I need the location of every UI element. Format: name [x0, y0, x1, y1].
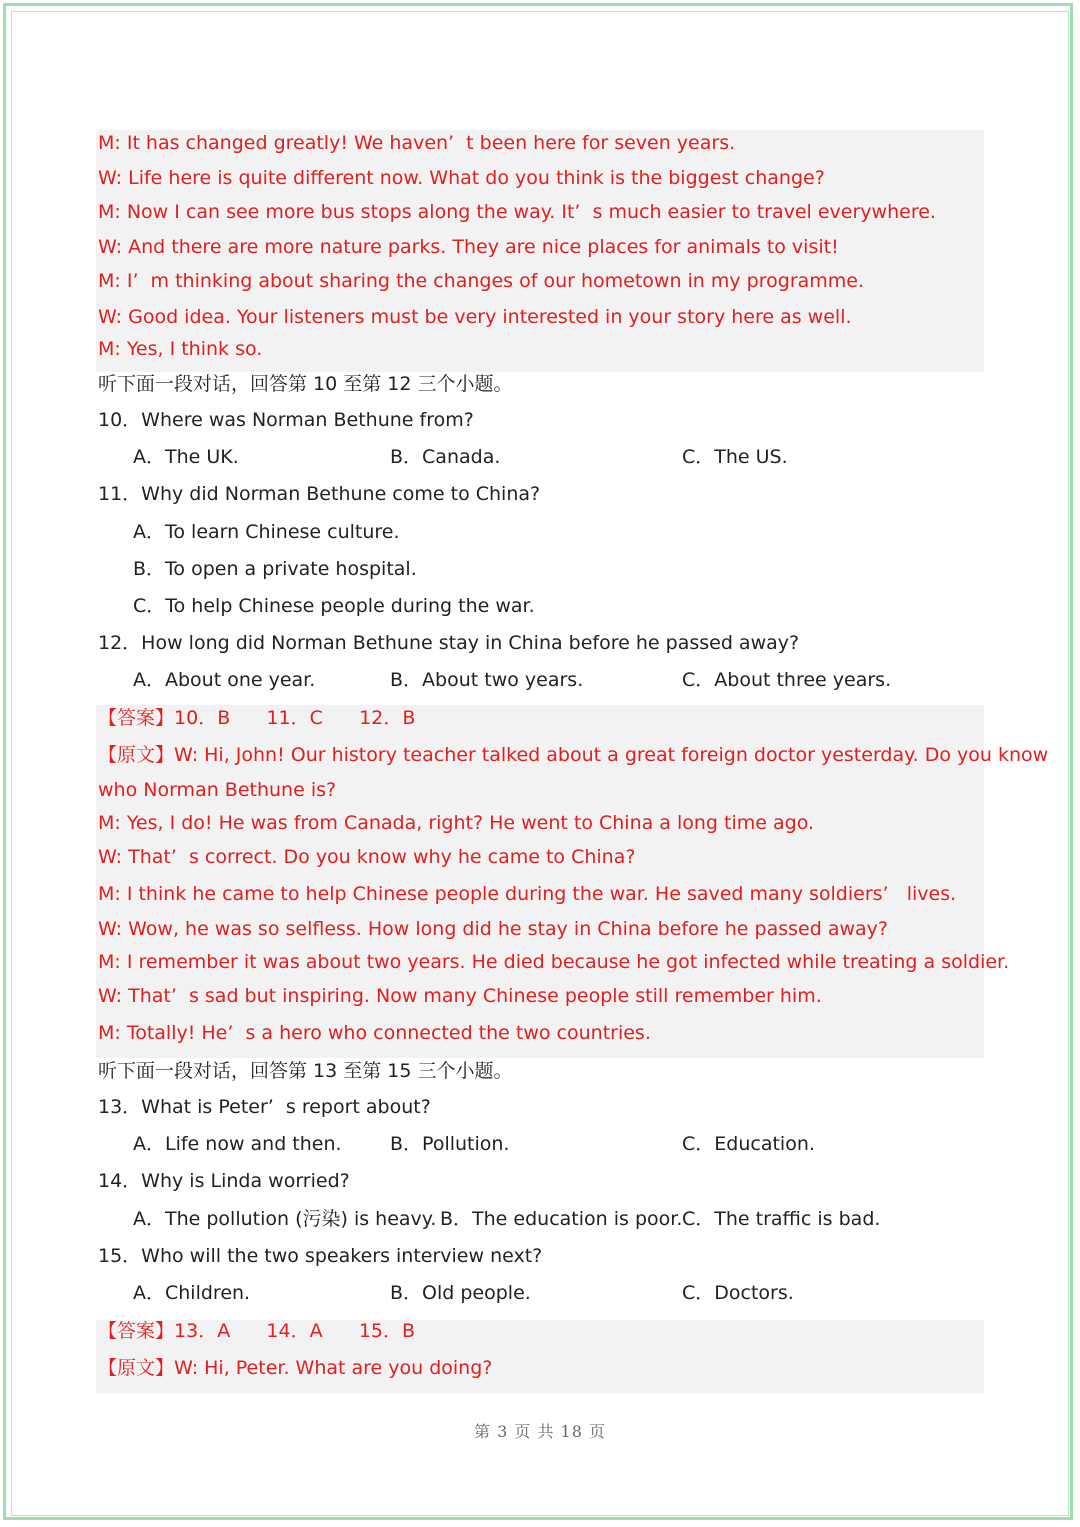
script-label: 【原文】 — [98, 1357, 175, 1379]
q14-option-a: A．The pollution (污染) is heavy. — [133, 1208, 437, 1230]
script-line: M: Totally! He’ s a hero who connected the two countries. — [98, 1022, 651, 1044]
question-13: 13．What is Peter’ s report about? — [98, 1096, 431, 1118]
script-first-line — [98, 1355, 492, 1381]
dialog-line: M: It has changed greatly! We haven’ t been here for seven years. — [98, 132, 736, 154]
script-line: M: I remember it was about two years. He died because he got infected while treating a soldier. — [98, 951, 1010, 973]
q12-option-c: C．About three years. — [682, 669, 892, 691]
q14-option-b: B．The education is poor. — [440, 1208, 683, 1230]
q13-option-c: C．Education. — [682, 1133, 815, 1155]
q13-option-b: B．Pollution. — [390, 1133, 510, 1155]
q11-option-c: C．To help Chinese people during the war. — [133, 595, 535, 617]
answer-block-1 — [98, 705, 415, 731]
q10-option-c: C．The US. — [682, 446, 788, 468]
q12-option-b: B．About two years. — [390, 669, 584, 691]
answer-block-2 — [98, 1318, 415, 1344]
question-15: 15．Who will the two speakers interview next? — [98, 1245, 543, 1267]
q15-option-c: C．Doctors. — [682, 1282, 794, 1304]
question-10: 10．Where was Norman Bethune from? — [98, 409, 474, 431]
q12-option-a: A．About one year. — [133, 669, 316, 691]
script-line: W: Wow, he was so selfless. How long did he stay in China before he passed away? — [98, 918, 888, 940]
dialog-line: M: Now I can see more bus stops along the way. It’ s much easier to travel everywhere. — [98, 201, 936, 223]
q15-option-b: B．Old people. — [390, 1282, 531, 1304]
q10-option-a: A．The UK. — [133, 446, 239, 468]
q10-option-b: B．Canada. — [390, 446, 501, 468]
section-intro: 听下面一段对话，回答第 13 至第 15 三个小题。 — [98, 1060, 513, 1082]
q13-option-a: A．Life now and then. — [133, 1133, 342, 1155]
script-line: M: I think he came to help Chinese people during the war. He saved many soldiers’ lives. — [98, 883, 957, 905]
script-line: W: That’ s correct. Do you know why he came to China? — [98, 846, 636, 868]
answer-text: 13．A 14．A 15．B — [174, 1320, 416, 1342]
dialog-line: W: And there are more nature parks. They are nice places for animals to visit! — [98, 236, 839, 258]
script-label: 【原文】 — [98, 744, 175, 766]
q15-option-a: A．Children. — [133, 1282, 251, 1304]
question-14: 14．Why is Linda worried? — [98, 1170, 350, 1192]
dialog-line: M: I’ m thinking about sharing the changes of our hometown in my programme. — [98, 270, 865, 292]
q11-option-a: A．To learn Chinese culture. — [133, 521, 400, 543]
script-text: W: Hi, Peter. What are you doing? — [174, 1357, 493, 1379]
script-text: W: Hi, John! Our history teacher talked about a great foreign doctor yesterday. Do you know — [174, 744, 1049, 766]
answer-label: 【答案】 — [98, 1320, 175, 1342]
script-line: who Norman Bethune is? — [98, 779, 337, 801]
dialog-line: W: Life here is quite different now. What do you think is the biggest change? — [98, 167, 825, 189]
answer-text: 10．B 11．C 12．B — [174, 707, 416, 729]
script-line: M: Yes, I do! He was from Canada, right? He went to China a long time ago. — [98, 812, 815, 834]
q11-option-b: B．To open a private hospital. — [133, 558, 417, 580]
answer-label: 【答案】 — [98, 707, 175, 729]
page-footer: 第 3 页 共 18 页 — [474, 1422, 606, 1441]
dialog-line: W: Good idea. Your listeners must be very interested in your story here as well. — [98, 306, 852, 328]
dialog-line: M: Yes, I think so. — [98, 338, 263, 360]
section-intro: 听下面一段对话，回答第 10 至第 12 三个小题。 — [98, 373, 513, 395]
script-line: W: That’ s sad but inspiring. Now many Chinese people still remember him. — [98, 985, 822, 1007]
question-11: 11．Why did Norman Bethune come to China? — [98, 483, 541, 505]
script-first-line — [98, 742, 1048, 768]
question-12: 12．How long did Norman Bethune stay in China before he passed away? — [98, 632, 800, 654]
q14-option-c: C．The traffic is bad. — [682, 1208, 881, 1230]
